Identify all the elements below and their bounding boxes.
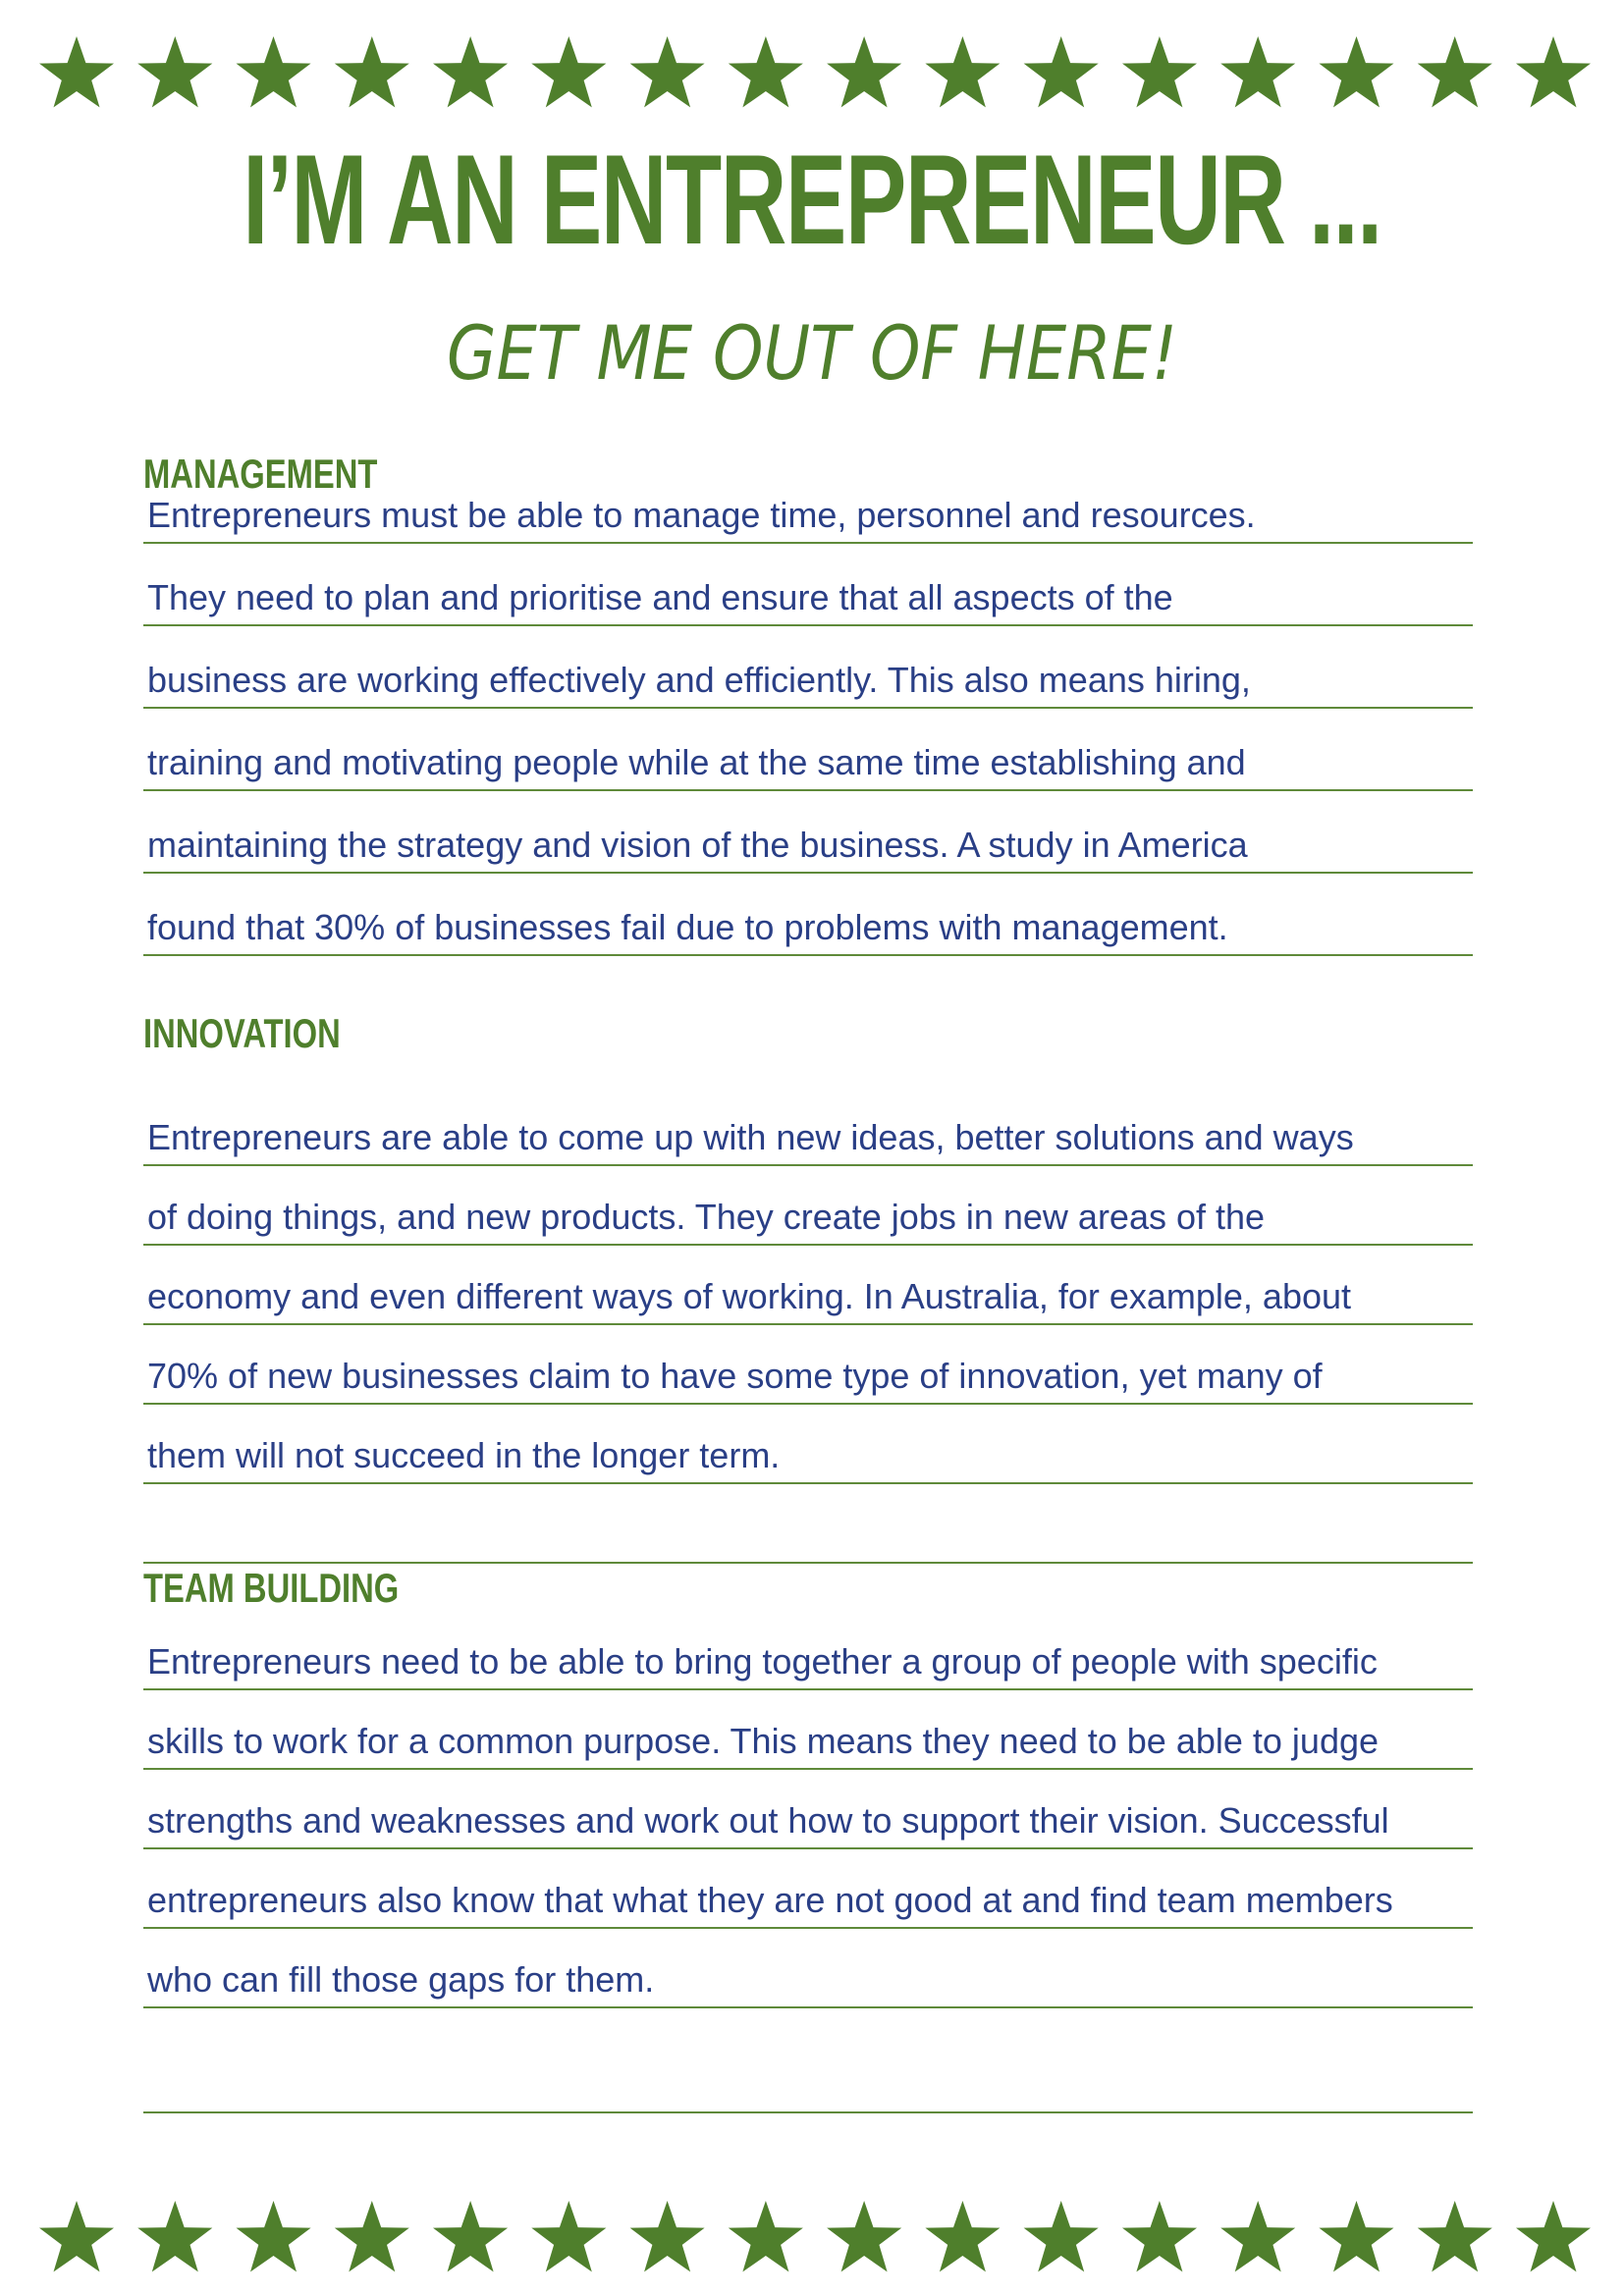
- star-icon: [39, 36, 114, 107]
- line-text: of doing things, and new products. They create jobs in new areas of the: [147, 1197, 1266, 1237]
- section-team-building: [143, 1564, 1479, 2113]
- star-icon: [1122, 2201, 1197, 2271]
- line-text: They need to plan and prioritise and ensure that all aspects of the: [147, 577, 1173, 617]
- line-text: business are working effectively and efficiently. This also means hiring,: [147, 660, 1251, 700]
- star-icon: [1418, 2201, 1492, 2271]
- line-text: Entrepreneurs are able to come up with new ideas, better solutions and ways: [147, 1117, 1354, 1157]
- star-icon: [827, 36, 901, 107]
- line-text: training and motivating people while at the same time establishing and: [147, 742, 1246, 782]
- line-text: maintaining the strategy and vision of the business. A study in America: [147, 825, 1248, 865]
- star-icon: [335, 36, 409, 107]
- star-icon: [1024, 36, 1099, 107]
- star-icon: [39, 2201, 114, 2271]
- star-icon: [1319, 36, 1393, 107]
- line-text: 70% of new businesses claim to have some type of innovation, yet many of: [147, 1356, 1323, 1396]
- writing-line: [143, 791, 1473, 874]
- writing-line: [143, 544, 1473, 626]
- star-icon: [531, 2201, 606, 2271]
- star-icon: [433, 36, 508, 107]
- star-icon: [531, 36, 606, 107]
- page-title: I’M AN ENTREPRENEUR ...: [243, 128, 1381, 271]
- section-innovation: [143, 1009, 1479, 1564]
- line-text: found that 30% of businesses fail due to problems with management.: [147, 907, 1228, 947]
- section-heading: INNOVATION: [143, 1010, 341, 1056]
- star-icon: [729, 36, 803, 107]
- writing-line: [143, 1325, 1473, 1405]
- star-icon: [925, 36, 1000, 107]
- writing-line: [143, 874, 1473, 956]
- writing-line: [143, 1849, 1473, 1929]
- writing-line: [143, 1484, 1473, 1564]
- line-text: strengths and weaknesses and work out how to support their vision. Successful: [147, 1800, 1389, 1841]
- section-management: [143, 450, 1479, 956]
- star-icon: [1220, 2201, 1295, 2271]
- star-icon: [729, 2201, 803, 2271]
- line-text: them will not succeed in the longer term.: [147, 1435, 781, 1475]
- writing-line: [143, 1690, 1473, 1770]
- star-icon: [237, 2201, 311, 2271]
- writing-line: [143, 1770, 1473, 1849]
- star-icon: [335, 2201, 409, 2271]
- star-icon: [137, 2201, 212, 2271]
- line-text: Entrepreneurs must be able to manage time, personnel and resources.: [147, 495, 1256, 535]
- line-text: Entrepreneurs need to be able to bring together a group of people with specific: [147, 1641, 1378, 1682]
- star-icon: [433, 2201, 508, 2271]
- line-text: skills to work for a common purpose. This means they need to be able to judge: [147, 1721, 1380, 1761]
- writing-line: [143, 495, 1473, 544]
- page-subtitle: GET ME OUT OF HERE!: [446, 309, 1178, 397]
- star-icon: [630, 2201, 705, 2271]
- section-heading: MANAGEMENT: [143, 451, 378, 497]
- writing-line: [143, 2008, 1473, 2113]
- writing-line: [143, 1613, 1473, 1690]
- star-icon: [925, 2201, 1000, 2271]
- writing-line: [143, 1929, 1473, 2008]
- star-icon: [1024, 2201, 1099, 2271]
- star-row-bottom: [0, 2194, 1624, 2282]
- star-row-top: [0, 29, 1624, 118]
- writing-line: [143, 626, 1473, 709]
- star-icon: [1516, 2201, 1591, 2271]
- star-icon: [1319, 2201, 1393, 2271]
- writing-line: [143, 1405, 1473, 1484]
- line-text: economy and even different ways of working. In Australia, for example, about: [147, 1276, 1352, 1316]
- writing-line: [143, 1246, 1473, 1325]
- writing-line: [143, 1166, 1473, 1246]
- writing-line: [143, 709, 1473, 791]
- star-icon: [1220, 36, 1295, 107]
- star-icon: [630, 36, 705, 107]
- star-icon: [1516, 36, 1591, 107]
- star-icon: [1418, 36, 1492, 107]
- star-icon: [1122, 36, 1197, 107]
- writing-line: [143, 1058, 1473, 1166]
- section-heading: TEAM BUILDING: [143, 1565, 400, 1611]
- line-text: who can fill those gaps for them.: [147, 1959, 655, 2000]
- star-icon: [827, 2201, 901, 2271]
- star-icon: [137, 36, 212, 107]
- star-icon: [237, 36, 311, 107]
- line-text: entrepreneurs also know that what they are not good at and find team members: [147, 1880, 1393, 1920]
